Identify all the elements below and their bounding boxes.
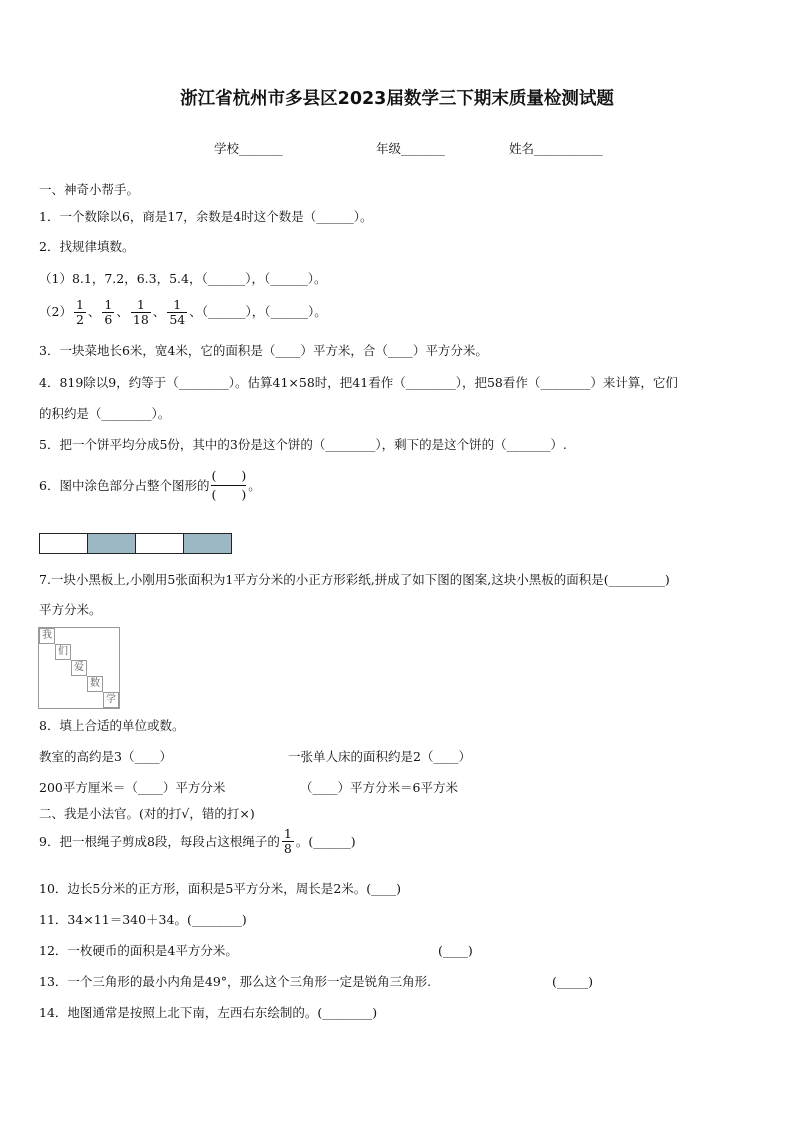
fraction: $\frac{1}{8}$: [283, 826, 292, 856]
question-8: 8．填上合适的单位或数。: [39, 718, 185, 733]
question-11: 11．34×11＝340＋34。(________): [39, 912, 247, 927]
bar-cell: [136, 534, 184, 553]
fraction: $\frac{1}{54}$: [169, 296, 186, 327]
bar-cell-shaded: [184, 534, 231, 553]
question-6: 6．图中涂色部分占整个图形的 ( ) ( ) 。: [39, 468, 261, 502]
question-9: 9．把一根绳子剪成8段，每段占这根绳子的 $\frac{1}{8}$ 。(______): [39, 826, 356, 856]
question-7-line-2: 平方分米。: [39, 602, 102, 617]
blackboard-figure: [38, 627, 120, 709]
q2b-suffix: 、（______），（______）。: [189, 304, 327, 319]
question-14: 14．地图通常是按照上北下南，左西右东绘制的。(________): [39, 1005, 378, 1020]
fraction: $\frac{1}{18}$: [132, 296, 149, 327]
section-2-heading: 二、我是小法官。(对的打√，错的打×): [39, 806, 255, 821]
grade-field: 年级_______: [376, 141, 445, 156]
grid-square: 学: [103, 692, 119, 708]
blank-fraction: ( ) ( ): [211, 468, 247, 502]
question-4-line-1: 4．819除以9，约等于（________）。估算41×58时，把41看作（________），把58看作（________）来计算，它们: [39, 375, 678, 390]
fraction: $\frac{1}{2}$: [75, 296, 84, 327]
fraction: $\frac{1}{6}$: [104, 296, 113, 327]
question-12-answer: (____): [438, 943, 473, 958]
grid-square: 爱: [71, 660, 87, 676]
question-2-part-1: （1）8.1，7.2，6.3，5.4，（______），（______）。: [39, 271, 327, 286]
question-8d: （____）平方分米＝6平方米: [300, 780, 458, 795]
question-5: 5．把一个饼平均分成5份，其中的3份是这个饼的（________），剩下的是这个饼的（_______）.: [39, 437, 567, 452]
q2b-prefix: （2）: [39, 304, 72, 319]
question-3: 3．一块菜地长6米，宽4米，它的面积是（____）平方米，合（____）平方分米。: [39, 343, 488, 358]
page-title: 浙江省杭州市多县区2023届数学三下期末质量检测试题: [180, 89, 614, 109]
question-8a: 教室的高约是3（____）: [39, 749, 172, 764]
grid-square: 数: [87, 676, 103, 692]
question-7-line-1: 7.一块小黑板上,小刚用5张面积为1平方分米的小正方形彩纸,拼成了如下图的图案,这块小黑板的面积是(_________): [39, 572, 670, 587]
question-10: 10．边长5分米的正方形，面积是5平方分米，周长是2米。(____): [39, 881, 402, 896]
section-1-heading: 一、神奇小帮手。: [39, 182, 140, 197]
question-8b: 一张单人床的面积约是2（____）: [288, 749, 471, 764]
name-field: 姓名___________: [509, 141, 603, 156]
question-2-part-2: （2） $\frac{1}{2}$ 、 $\frac{1}{6}$ 、 $\frac{1}{18}$ 、 $\frac{1}{54}$ 、（______），（______）。: [39, 296, 327, 327]
question-8c: 200平方厘米＝（____）平方分米: [39, 780, 226, 795]
grid-square: 们: [55, 644, 71, 660]
question-13-answer: (_____): [552, 974, 594, 989]
bar-cell: [40, 534, 88, 553]
shaded-bar-figure: [39, 533, 232, 554]
question-1: 1．一个数除以6，商是17，余数是4时这个数是（______）。: [39, 209, 373, 224]
question-12: 12．一枚硬币的面积是4平方分米。: [39, 943, 238, 958]
grid-square: 我: [39, 628, 55, 644]
question-13: 13．一个三角形的最小内角是49°，那么这个三角形一定是锐角三角形.: [39, 974, 432, 989]
question-4-line-2: 的积约是（________）。: [39, 406, 171, 421]
bar-cell-shaded: [88, 534, 136, 553]
school-field: 学校_______: [214, 141, 283, 156]
question-2: 2．找规律填数。: [39, 239, 135, 254]
